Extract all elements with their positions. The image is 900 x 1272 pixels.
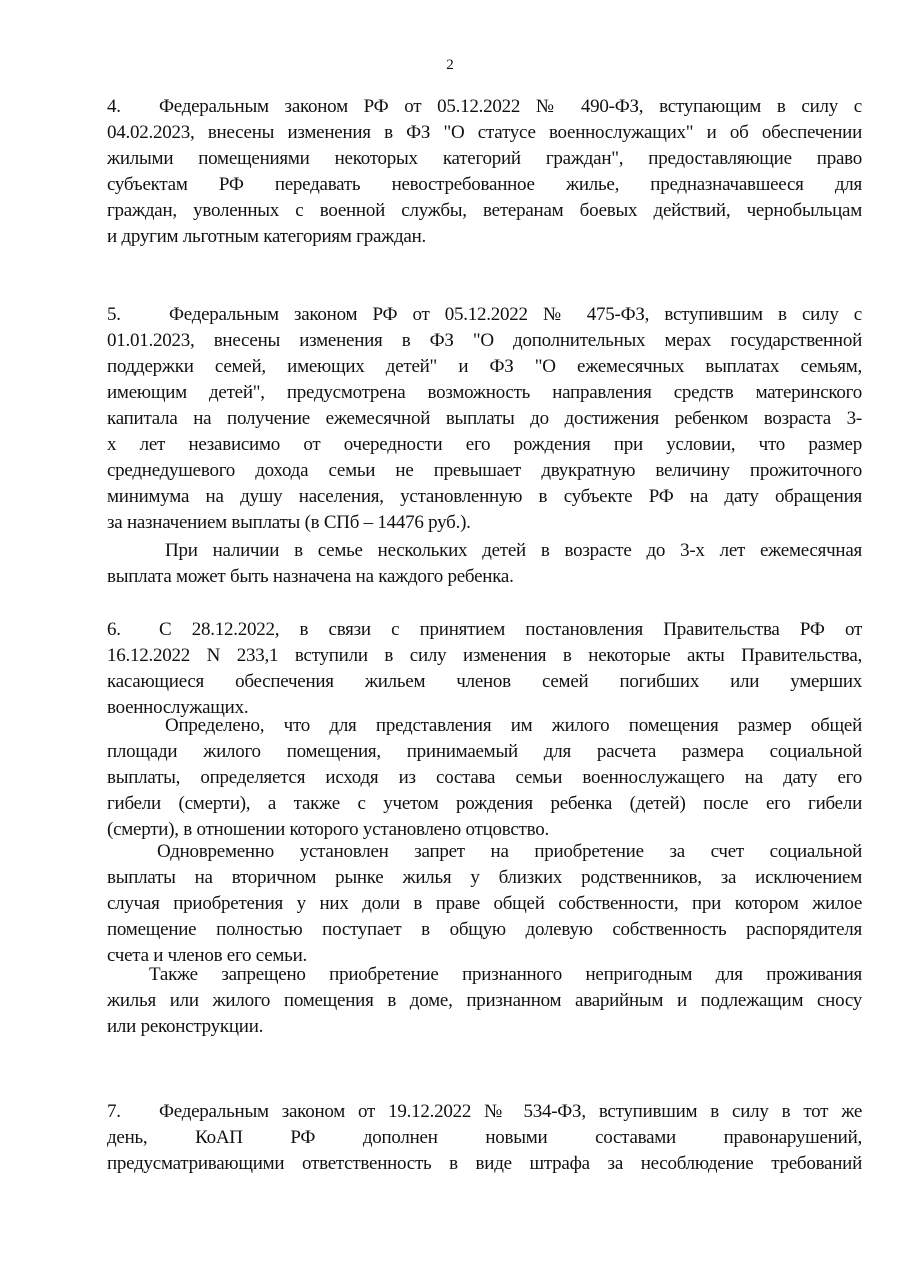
item-number: 7. (107, 1101, 121, 1122)
item-6-ban-line-5: счета и членов его семьи. (107, 945, 307, 966)
item-5-line-9: за назначением выплаты (в СПб – 14476 руб.). (107, 512, 471, 533)
item-4-line-5: граждан, уволенных с военной службы, ветеранам боевых действий, чернобыльцам (107, 200, 862, 221)
item-5-line-1: 5. Федеральным законом РФ от 05.12.2022 № 475-ФЗ, вступившим в силу с (107, 302, 862, 328)
paragraph-item-7 (107, 1099, 862, 1177)
item-5-line-3: поддержки семей, имеющих детей" и ФЗ "О ежемесячных выплатах семьям, (107, 356, 862, 377)
page-number: 2 (446, 57, 454, 73)
item-6-def-line-4: гибели (смерти), а также с учетом рождения ребенка (детей) после его гибели (107, 793, 862, 814)
item-5-line-6: х лет независимо от очередности его рождения при условии, что размер (107, 434, 862, 455)
item-4-line-6: и другим льготным категориям граждан. (107, 226, 427, 247)
paragraph-item-6 (107, 617, 862, 721)
item-6-def-line-5: (смерти), в отношении которого установлено отцовство. (107, 819, 549, 840)
item-6-def-line-2: площади жилого помещения, принимаемый для расчета размера социальной (107, 741, 862, 762)
item-6-line-3: касающиеся обеспечения жильем членов семей погибших или умерших (107, 671, 862, 692)
paragraph-item-5-note (107, 538, 862, 590)
item-5-note-line-2: выплата может быть назначена на каждого ребенка. (107, 566, 514, 587)
paragraph-item-6-prohibition (107, 839, 862, 969)
paragraph-item-4 (107, 94, 862, 250)
item-4-line-4: субъектам РФ передавать невостребованное жилье, предназначавшееся для (107, 174, 862, 195)
item-6-def-line-1: Определено, что для представления им жилого помещения размер общей (165, 715, 862, 736)
item-4-line-1: 4. Федеральным законом РФ от 05.12.2022 № 490-ФЗ, вступающим в силу с (107, 94, 862, 120)
item-6-line-2: 16.12.2022 N 233,1 вступили в силу изменения в некоторые акты Правительства, (107, 645, 862, 666)
item-6-line-4: военнослужащих. (107, 697, 249, 718)
item-5-line-2: 01.01.2023, внесены изменения в ФЗ "О дополнительных мерах государственной (107, 330, 862, 351)
item-6-also-line-2: жилья или жилого помещения в доме, признанном аварийным и подлежащим сносу (107, 990, 862, 1011)
item-6-ban-line-4: помещение полностью поступает в общую долевую собственность распорядителя (107, 919, 862, 940)
item-4-line-2: 04.02.2023, внесены изменения в ФЗ "О статусе военнослужащих" и об обеспечении (107, 122, 862, 143)
item-6-ban-line-2: выплаты на вторичном рынке жилья у близких родственников, за исключением (107, 867, 862, 888)
item-6-def-line-3: выплаты, определяется исходя из состава семьи военнослужащего на дату его (107, 767, 862, 788)
item-7-line-1: 7. Федеральным законом от 19.12.2022 № 534-ФЗ, вступившим в силу в тот же (107, 1099, 862, 1125)
item-5-line-4: имеющим детей", предусмотрена возможность направления средств материнского (107, 382, 862, 403)
item-5-note-line-1: При наличии в семье нескольких детей в возрасте до 3-х лет ежемесячная (165, 540, 862, 561)
item-5-line-8: минимума на душу населения, установленную в субъекте РФ на дату обращения (107, 486, 862, 507)
item-6-ban-line-3: случая приобретения у них доли в праве общей собственности, при котором жилое (107, 893, 862, 914)
item-5-line-5: капитала на получение ежемесячной выплаты до достижения ребенком возраста 3- (107, 408, 862, 429)
item-6-also-line-1: Также запрещено приобретение признанного непригодным для проживания (149, 964, 862, 985)
paragraph-item-5 (107, 302, 862, 536)
item-5-line-7: среднедушевого дохода семьи не превышает двукратную величину прожиточного (107, 460, 862, 481)
item-4-line-3: жилыми помещениями некоторых категорий граждан", предоставляющие право (107, 148, 862, 169)
item-7-line-3: предусматривающими ответственность в виде штрафа за несоблюдение требований (107, 1153, 862, 1174)
item-number: 6. (107, 619, 121, 640)
paragraph-item-6-also (107, 962, 862, 1040)
item-number: 5. (107, 304, 121, 325)
item-6-line-1: 6. С 28.12.2022, в связи с принятием постановления Правительства РФ от (107, 617, 862, 643)
item-6-also-line-3: или реконструкции. (107, 1016, 264, 1037)
item-number: 4. (107, 96, 121, 117)
item-7-line-2: день, КоАП РФ дополнен новыми составами правонарушений, (107, 1127, 862, 1148)
paragraph-item-6-definition (107, 713, 862, 843)
item-6-ban-line-1: Одновременно установлен запрет на приобретение за счет социальной (157, 841, 862, 862)
